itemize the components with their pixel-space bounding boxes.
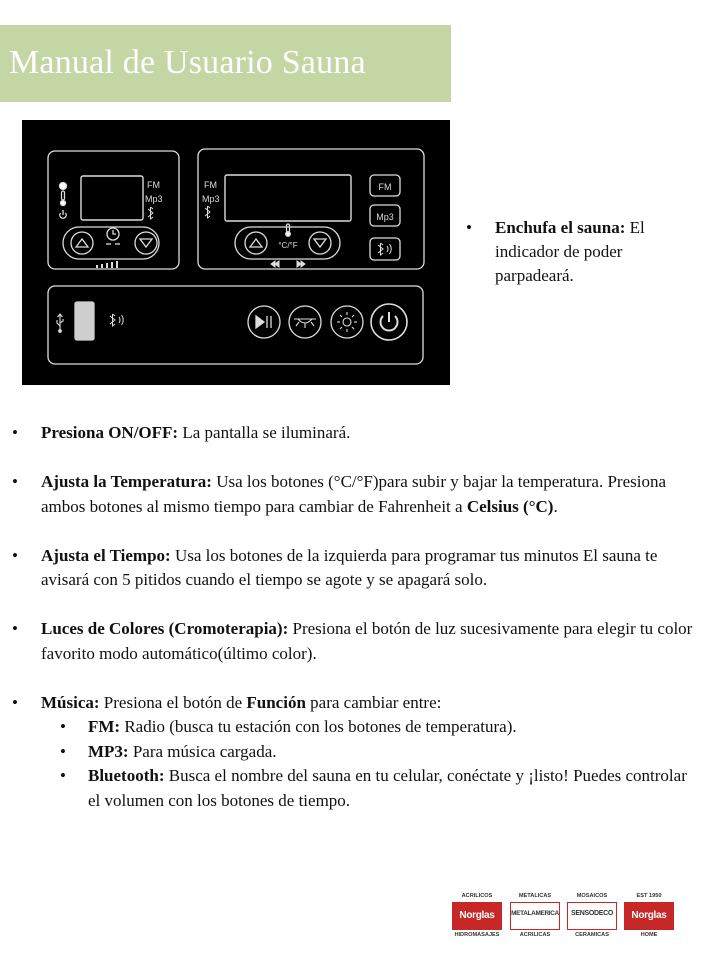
logo-box xyxy=(567,902,617,930)
time-bold: Ajusta el Tiempo: xyxy=(41,545,171,565)
bluetooth-bold: Bluetooth: xyxy=(88,766,165,785)
time-text: Usa los botones de la izquierda para programar tus minutos El sauna te avisará con 5 pitidos cuando el tiempo se agote y se apagará solo. xyxy=(41,545,658,589)
power-icon xyxy=(380,312,397,331)
temp-text: Usa los botones (°C/°F)para subir y bajar la temperatura. Presiona ambos botones al mismo tiempo para cambiar de Fahrenheit a xyxy=(41,472,667,516)
instruction-lights xyxy=(12,617,702,666)
usb-port xyxy=(75,302,94,340)
temperature-module-frame xyxy=(198,149,424,269)
logo-name: SENSODECO xyxy=(570,910,614,917)
fm-text: Radio (busca tu estación con los botones de temperatura). xyxy=(120,717,517,736)
bullet-icon: • xyxy=(466,218,472,237)
mp3-button-label: Mp3 xyxy=(376,212,394,222)
timer-level-bars xyxy=(96,261,118,268)
bullet-icon: • xyxy=(60,717,66,736)
mp3-text: Para música cargada. xyxy=(128,741,277,761)
fm-button-label: FM xyxy=(378,182,392,192)
bullet-icon: • xyxy=(60,766,66,785)
logo-bottom-text: HOME xyxy=(640,932,658,938)
bullet-icon: • xyxy=(12,619,18,638)
bluetooth-icon-3 xyxy=(378,243,383,255)
fm-label: FM xyxy=(147,180,160,190)
plug-in-note xyxy=(466,216,698,288)
subitem-fm xyxy=(12,715,702,740)
logo-bottom-text: HIDROMASAJES xyxy=(454,932,500,938)
subitem-bluetooth xyxy=(12,764,702,813)
down-arrow-icon xyxy=(140,239,152,247)
logo-sensodeco xyxy=(566,893,618,941)
music-end: para cambiar entre: xyxy=(305,692,442,712)
logo-name: Norglas xyxy=(459,910,495,921)
logo-norglas-home xyxy=(623,893,675,941)
bullet-icon: • xyxy=(12,545,18,565)
timer-module-frame xyxy=(48,151,179,269)
instruction-temperature xyxy=(12,470,702,519)
bluetooth-icon-4 xyxy=(110,314,115,326)
light-icon xyxy=(294,319,316,328)
instruction-time xyxy=(12,544,702,593)
mp3-label: Mp3 xyxy=(145,194,163,204)
temp-bold: Ajusta la Temperatura: xyxy=(41,472,212,491)
timer-up-button xyxy=(71,232,93,254)
onoff-bold: Presiona ON/OFF: xyxy=(41,423,179,442)
power-small-icon xyxy=(60,210,66,218)
logo-name: METALAMERICA xyxy=(511,910,559,917)
up-arrow-icon-2 xyxy=(250,239,262,247)
fm-bold: FM: xyxy=(88,717,121,736)
instruction-onoff xyxy=(12,421,702,446)
tuning-arrows-icon xyxy=(271,261,305,267)
logo-name: Norglas xyxy=(631,910,667,921)
thermometer-icon xyxy=(61,191,66,206)
logo-top-text: EST 1950 xyxy=(636,893,662,899)
temp-celsius: Celsius (°C) xyxy=(466,496,554,516)
play-pause-icon xyxy=(256,316,271,328)
temperature-down-button xyxy=(309,232,331,254)
bluetooth-button xyxy=(370,238,400,260)
bullet-icon: • xyxy=(12,692,18,712)
control-panel-drawing xyxy=(22,120,450,385)
fm-label-2: FM xyxy=(204,180,217,190)
control-panel-image xyxy=(22,120,450,385)
logo-metalamerica xyxy=(509,893,561,941)
up-arrow-icon xyxy=(76,239,88,247)
temp-end: . xyxy=(553,496,558,516)
thermometer-icon-2 xyxy=(286,224,291,236)
brand-logos xyxy=(451,893,677,941)
mp3-label-2: Mp3 xyxy=(202,194,220,204)
bullet-icon: • xyxy=(12,472,18,491)
lights-bold: Luces de Colores (Cromoterapia): xyxy=(41,619,289,638)
page-title: Manual de Usuario Sauna xyxy=(9,44,366,81)
bluetooth-icon-2 xyxy=(205,206,210,218)
lights-text: Presiona el botón de luz sucesivamente para elegir tu color favorito modo automático(último color). xyxy=(41,619,693,663)
logo-box xyxy=(510,902,560,930)
plug-in-text xyxy=(495,216,698,288)
timer-display xyxy=(81,176,143,220)
unit-label: °C/°F xyxy=(278,241,298,250)
plug-in-bold: Enchufa el sauna: xyxy=(495,218,626,237)
power-led-icon xyxy=(60,183,67,190)
timer-down-button xyxy=(135,232,157,254)
bluetooth-icon xyxy=(148,207,153,219)
logo-bottom-text: CERAMICAS xyxy=(575,932,609,938)
down-arrow-icon-2 xyxy=(314,239,326,247)
music-text: Presiona el botón de xyxy=(99,692,247,712)
logo-box xyxy=(452,902,502,930)
usb-icon xyxy=(57,314,63,332)
onoff-text: La pantalla se iluminará. xyxy=(178,423,351,442)
instruction-music xyxy=(12,691,702,716)
logo-top-text: METALICAS xyxy=(518,893,552,899)
clock-icon xyxy=(106,228,120,244)
bluetooth-text: Busca el nombre del sauna en tu celular, conéctate y ¡listo! Puedes controlar el volumen con los botones de tiempo. xyxy=(88,766,687,810)
mp3-bold: MP3: xyxy=(88,741,129,761)
subitem-mp3 xyxy=(12,740,702,765)
brightness-button xyxy=(331,306,363,338)
logo-bottom-text: ACRILICAS xyxy=(519,932,551,938)
music-function: Función xyxy=(246,692,306,712)
instructions-list xyxy=(12,421,702,813)
music-bold: Música: xyxy=(41,692,100,712)
light-button xyxy=(289,306,321,338)
logo-box xyxy=(624,902,674,930)
temperature-display xyxy=(225,175,351,221)
bullet-icon: • xyxy=(60,741,66,761)
logo-top-text: ACRILICOS xyxy=(461,893,493,899)
bullet-icon: • xyxy=(12,423,18,442)
logo-norglas-hidromasajes xyxy=(451,893,503,941)
plug-in-rest: El indicador de poder parpadeará. xyxy=(495,218,645,285)
temperature-up-button xyxy=(245,232,267,254)
logo-top-text: MOSAICOS xyxy=(576,893,608,899)
brightness-icon xyxy=(337,312,357,332)
function-module-frame xyxy=(48,286,423,364)
